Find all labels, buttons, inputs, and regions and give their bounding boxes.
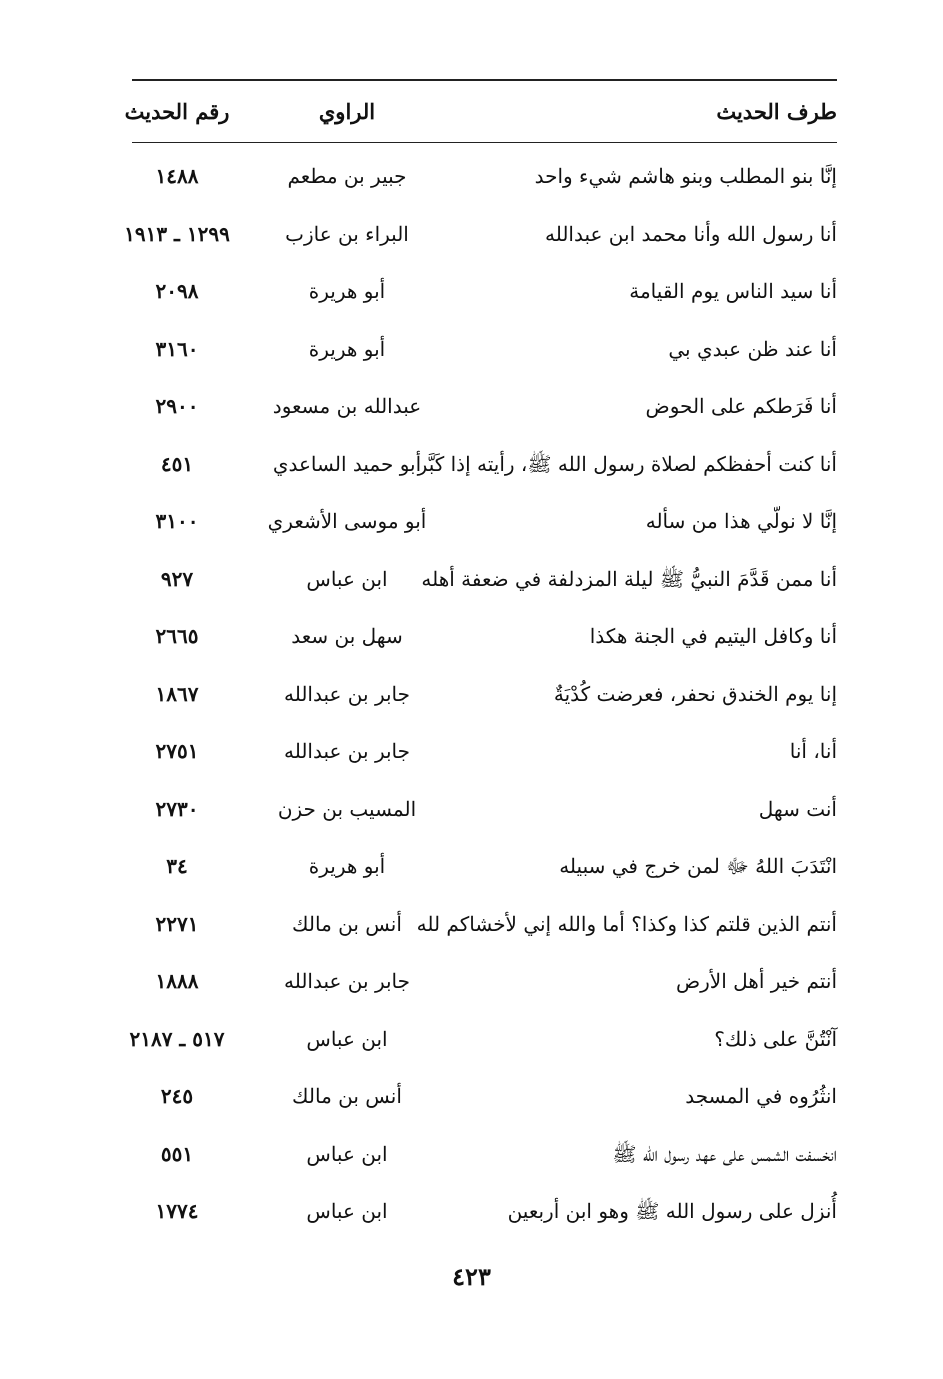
table-row	[132, 608, 837, 666]
table-row	[132, 321, 837, 379]
table-row	[132, 551, 837, 609]
hadith-number: ٣١٦٠	[155, 336, 199, 361]
hadith-text: انخسفت الشمس على عهد رسول الله ﷺ	[612, 1141, 837, 1166]
table-row	[132, 378, 837, 436]
table-row	[124, 206, 837, 264]
rawi-name: أنس بن مالك	[292, 911, 402, 936]
table-row	[132, 263, 837, 321]
table-row	[132, 493, 837, 551]
rawi-name: جابر بن عبدالله	[283, 969, 411, 993]
header-number: رقم الحديث	[124, 99, 230, 124]
hadith-text: إنَّا لا نولّي هذا من سأله	[645, 509, 837, 533]
header-rule	[132, 142, 837, 143]
rawi-name: البراء بن عازب	[285, 221, 409, 246]
rawi-name: سهل بن سعد	[291, 624, 403, 648]
header-hadith: طرف الحديث	[716, 99, 837, 124]
hadith-number: ٣٤	[166, 854, 188, 878]
page-number: ٤٢٣	[452, 1262, 491, 1291]
table-row	[132, 723, 837, 781]
hadith-text: أنا رسول الله وأنا محمد ابن عبدالله	[544, 221, 837, 246]
rawi-name: ابن عباس	[306, 1199, 388, 1223]
rawi-name: أبو هريرة	[308, 336, 386, 361]
hadith-text: أنت سهل	[758, 796, 837, 821]
table-body	[124, 148, 837, 1241]
hadith-number: ٥١٧ ـ ٢١٨٧	[129, 1026, 225, 1051]
rawi-name: أبو موسى الأشعري	[267, 509, 427, 533]
rawi-name: جابر بن عبدالله	[283, 681, 411, 706]
rawi-name: جبير بن مطعم	[287, 164, 407, 188]
hadith-number: ١٨٦٧	[155, 681, 199, 706]
hadith-number: ٢٧٥١	[155, 739, 199, 763]
hadith-text: آنْتُنَّ على ذلك؟	[714, 1026, 837, 1051]
rawi-name: أنس بن مالك	[292, 1084, 402, 1108]
hadith-number: ٥٥١	[160, 1141, 194, 1166]
rawi-name: المسيب بن حزن	[277, 796, 417, 821]
table-row	[132, 666, 837, 724]
table-row	[132, 896, 837, 954]
hadith-number: ١٧٧٤	[155, 1199, 199, 1223]
hadith-number: ١٨٨٨	[155, 969, 199, 993]
hadith-number: ٩٢٧	[160, 566, 194, 591]
rawi-name: أبو هريرة	[308, 279, 386, 303]
hadith-text: إنَّا بنو المطلب وبنو هاشم شيء واحد	[534, 164, 837, 188]
hadith-number: ٢٦٦٥	[155, 624, 199, 648]
table-row	[129, 1011, 837, 1069]
hadith-text: إنا يوم الخندق نحفر، فعرضت كُدْيَةٌ	[553, 681, 837, 706]
rawi-name: ابن عباس	[306, 566, 388, 591]
hadith-text: أنتم خير أهل الأرض	[675, 969, 837, 993]
hadith-text: أُنزل على رسول الله ﷺ وهو ابن أربعين	[507, 1199, 837, 1223]
rawi-name: أبو هريرة	[308, 854, 386, 878]
hadith-text: أنا وكافل اليتيم في الجنة هكذا	[589, 624, 837, 648]
hadith-number: ١٢٩٩ ـ ١٩١٣	[124, 221, 230, 246]
table-row	[132, 1068, 837, 1126]
hadith-text: أنا، أنا	[789, 739, 837, 763]
table-row	[132, 953, 837, 1011]
hadith-text: أنا سيد الناس يوم القيامة	[629, 279, 837, 303]
hadith-number: ٢٤٥	[160, 1084, 194, 1108]
hadith-number: ٢٧٣٠	[155, 796, 199, 821]
table-row	[132, 1126, 837, 1184]
rawi-name: أبو حميد الساعدي	[272, 451, 422, 476]
table-row	[132, 781, 837, 839]
hadith-number: ١٤٨٨	[155, 164, 199, 188]
hadith-number: ٢٢٧١	[155, 911, 199, 936]
table-row	[132, 436, 837, 494]
table-row	[132, 838, 837, 896]
rawi-name: جابر بن عبدالله	[283, 739, 411, 763]
hadith-number: ٢٩٠٠	[155, 394, 199, 418]
table-row	[132, 148, 837, 206]
rawi-name: ابن عباس	[306, 1141, 388, 1166]
hadith-text: أنا كنت أحفظكم لصلاة رسول الله ﷺ، رأيته إذا كَبَّر	[417, 451, 837, 476]
hadith-number: ٤٥١	[160, 451, 194, 476]
hadith-text: أنا عند ظن عبدي بي	[668, 336, 837, 361]
hadith-number: ٢٠٩٨	[155, 279, 199, 303]
hadith-text: أنتم الذين قلتم كذا وكذا؟ أما والله إني لأخشاكم لله	[416, 911, 837, 936]
hadith-number: ٣١٠٠	[155, 509, 199, 533]
rawi-name: ابن عباس	[306, 1026, 388, 1051]
header-rawi: الراوي	[318, 99, 376, 124]
hadith-text: أنا فَرَطكم على الحوض	[645, 394, 837, 418]
table-header	[124, 92, 837, 132]
hadith-text: أنا ممن قَدَّمَ النبيُّ ﷺ ليلة المزدلفة في ضعفة أهله	[421, 566, 837, 591]
rawi-name: عبدالله بن مسعود	[272, 394, 422, 418]
hadith-text: انثُرُوه في المسجد	[685, 1084, 837, 1108]
top-rule	[132, 79, 837, 81]
table-row	[132, 1183, 837, 1241]
hadith-text: انْتَدَبَ اللهُ ﷻ لمن خرج في سبيله	[559, 854, 837, 878]
